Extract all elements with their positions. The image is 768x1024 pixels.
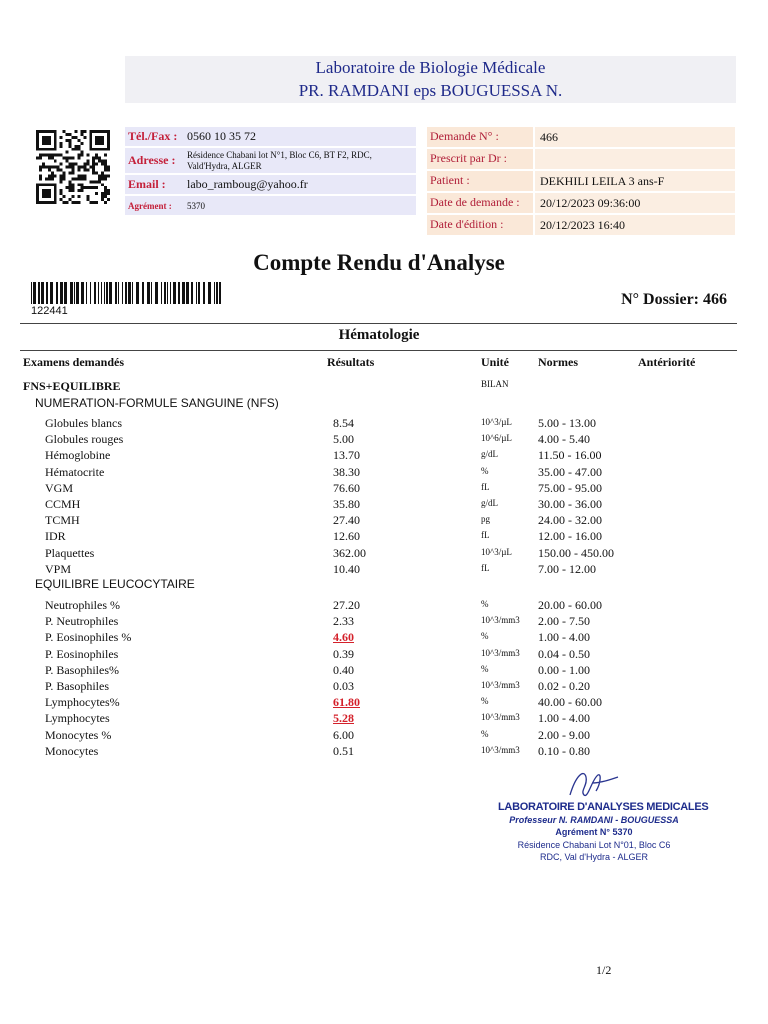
group-main: FNS+EQUILIBRE (23, 379, 121, 393)
exam-name: TCMH (45, 513, 80, 528)
date-edition-label: Date d'édition : (427, 215, 533, 235)
exam-name: P. Neutrophiles (45, 614, 119, 629)
exam-result: 0.39 (333, 646, 354, 661)
exam-unit: fL (481, 530, 490, 541)
exam-name: CCMH (45, 497, 81, 511)
col-examens: Examens demandés (23, 355, 125, 369)
col-anteriorite: Antériorité (638, 355, 696, 369)
exam-name: Lymphocytes% (45, 695, 120, 710)
exam-result: 27.20 (333, 598, 360, 612)
exam-norm: 12.00 - 16.00 (538, 529, 602, 544)
exam-norm: 1.00 - 4.00 (538, 630, 590, 645)
exam-unit: 10^3/mm3 (481, 712, 520, 723)
divider (20, 323, 737, 324)
exam-result: 2.33 (333, 614, 354, 629)
exam-name: Globules rouges (45, 432, 124, 447)
email-row (125, 175, 416, 194)
exam-norm: 150.00 - 450.00 (538, 545, 614, 560)
exam-unit: % (481, 663, 489, 674)
exam-result: 8.54 (333, 416, 354, 430)
exam-name: Hématocrite (45, 464, 105, 479)
exam-norm: 5.00 - 13.00 (538, 416, 596, 430)
exam-norm: 0.00 - 1.00 (538, 662, 590, 677)
demande-block (427, 127, 735, 237)
demande-value: 466 (535, 127, 735, 147)
lab-stamp (498, 765, 709, 865)
address-value (187, 150, 416, 172)
tel-label: Tél./Fax : (128, 129, 178, 143)
lab-name: Laboratoire de Biologie Médicale (315, 58, 546, 77)
exam-result: 12.60 (333, 529, 360, 544)
stamp-line3: Agrément N° 5370 (555, 827, 633, 837)
exam-name: Neutrophiles % (45, 598, 120, 612)
barcode-number: 122441 (31, 305, 68, 317)
stamp-line1: LABORATOIRE D'ANALYSES MEDICALES (498, 801, 709, 813)
prescrit-row (427, 149, 735, 169)
exam-name: P. Eosinophiles (45, 646, 119, 661)
patient-value: DEKHILI LEILA 3 ans-F (535, 171, 735, 191)
prescrit-label: Prescrit par Dr : (427, 149, 533, 169)
exam-result: 38.30 (333, 464, 360, 479)
exam-result: 10.40 (333, 561, 360, 576)
exam-norm: 24.00 - 32.00 (538, 513, 602, 528)
exam-unit: 10^3/mm3 (481, 615, 520, 626)
exam-unit: 10^3/µL (481, 546, 512, 557)
exam-norm: 20.00 - 60.00 (538, 598, 602, 612)
exam-unit: g/dL (481, 498, 498, 508)
exam-result: 4.60 (333, 630, 354, 645)
address-line1: Résidence Chabani lot N°1, Bloc C6, BT F2, RDC, (187, 149, 372, 160)
exam-result: 76.60 (333, 480, 360, 495)
exam-result: 5.28 (333, 711, 354, 726)
exam-norm: 7.00 - 12.00 (538, 561, 596, 576)
exam-unit: 10^3/µL (481, 417, 512, 427)
divider (20, 350, 737, 351)
group-nfs: NUMERATION-FORMULE SANGUINE (NFS) (35, 396, 279, 410)
exam-norm: 2.00 - 7.50 (538, 614, 590, 629)
stamp-line5: RDC, Val d'Hydra - ALGER (539, 852, 649, 862)
exam-name: Plaquettes (45, 545, 95, 560)
exam-result: 362.00 (333, 545, 366, 560)
exam-result: 35.80 (333, 497, 360, 511)
patient-label: Patient : (427, 171, 533, 191)
qr-code-icon (34, 130, 112, 204)
exam-unit: % (481, 599, 489, 609)
exam-unit: 10^3/mm3 (481, 647, 520, 658)
exam-unit: pg (481, 514, 490, 525)
exam-norm: 30.00 - 36.00 (538, 497, 602, 511)
date-demande-row (427, 193, 735, 213)
email-value: labo_ramboug@yahoo.fr (187, 177, 308, 191)
exam-unit: % (481, 631, 489, 642)
group-main-unit: BILAN (481, 379, 509, 389)
demande-row (427, 127, 735, 147)
address-line2: Vald'Hydra, ALGER (187, 160, 262, 171)
agrement-label: Agrément : (128, 200, 172, 211)
lab-director: PR. RAMDANI eps BOUGUESSA N. (298, 81, 563, 100)
exam-unit: 10^6/µL (481, 433, 512, 444)
tel-value: 0560 10 35 72 (187, 129, 256, 143)
exam-name: P. Basophiles% (45, 662, 120, 677)
date-demande-label: Date de demande : (427, 193, 533, 213)
exam-norm: 35.00 - 47.00 (538, 464, 602, 479)
exam-name: P. Basophiles (45, 679, 110, 693)
exam-unit: 10^3/mm3 (481, 680, 520, 690)
exam-unit: % (481, 696, 489, 707)
exam-norm: 0.02 - 0.20 (538, 679, 590, 693)
col-normes: Normes (538, 355, 578, 369)
exam-name: Lymphocytes (45, 711, 110, 726)
exam-norm: 1.00 - 4.00 (538, 711, 590, 726)
dossier-number: N° Dossier: 466 (621, 291, 727, 308)
date-edition-value: 20/12/2023 16:40 (535, 215, 735, 235)
exam-norm: 4.00 - 5.40 (538, 432, 590, 447)
exam-unit: fL (481, 481, 490, 492)
stamp-line4: Résidence Chabani Lot N°01, Bloc C6 (517, 840, 671, 850)
exam-name: Globules blancs (45, 416, 122, 430)
col-resultats: Résultats (327, 355, 375, 369)
exam-result: 0.40 (333, 662, 354, 677)
page-number: 1/2 (596, 963, 612, 977)
exam-name: Monocytes (45, 743, 99, 758)
exam-name: VPM (45, 561, 72, 576)
exam-unit: % (481, 465, 489, 476)
contact-block (125, 127, 416, 217)
exam-unit: 10^3/mm3 (481, 744, 520, 755)
exam-norm: 40.00 - 60.00 (538, 695, 602, 710)
group-equilibre: EQUILIBRE LEUCOCYTAIRE (35, 577, 195, 591)
exam-unit: % (481, 728, 489, 739)
exam-norm: 75.00 - 95.00 (538, 480, 602, 495)
exam-name: VGM (45, 480, 74, 495)
exam-norm: 2.00 - 9.00 (538, 727, 590, 742)
exam-norm: 11.50 - 16.00 (538, 448, 602, 463)
exam-name: IDR (45, 529, 66, 544)
exam-result: 0.51 (333, 743, 354, 758)
agrement-value: 5370 (187, 200, 205, 211)
email-label: Email : (128, 177, 166, 191)
exam-unit: g/dL (481, 449, 498, 460)
demande-label: Demande N° : (427, 127, 533, 147)
exam-norm: 0.04 - 0.50 (538, 646, 590, 661)
exam-result: 0.03 (333, 679, 354, 693)
report-title: Compte Rendu d'Analyse (253, 250, 505, 275)
exam-result: 13.70 (333, 448, 360, 463)
exam-result: 27.40 (333, 513, 360, 528)
signature-icon (562, 765, 622, 805)
exam-result: 6.00 (333, 727, 354, 742)
address-row (125, 148, 416, 173)
exam-result: 5.00 (333, 432, 354, 447)
prescrit-value (535, 149, 735, 169)
exam-name: Monocytes % (45, 727, 112, 742)
patient-row (427, 171, 735, 191)
section-title: Hématologie (338, 327, 420, 343)
tel-row (125, 127, 416, 146)
exam-result: 61.80 (333, 695, 360, 710)
agrement-row (125, 196, 416, 215)
exam-name: Hémoglobine (45, 448, 111, 463)
lab-header (125, 56, 736, 103)
exam-name: P. Eosinophiles % (45, 630, 132, 645)
stamp-line2: Professeur N. RAMDANI - BOUGUESSA (509, 815, 679, 825)
exam-norm: 0.10 - 0.80 (538, 743, 590, 758)
barcode-icon (31, 282, 221, 304)
col-unite: Unité (481, 355, 509, 369)
date-edition-row (427, 215, 735, 235)
date-demande-value: 20/12/2023 09:36:00 (535, 193, 735, 213)
exam-unit: fL (481, 562, 490, 573)
address-label: Adresse : (128, 153, 176, 167)
